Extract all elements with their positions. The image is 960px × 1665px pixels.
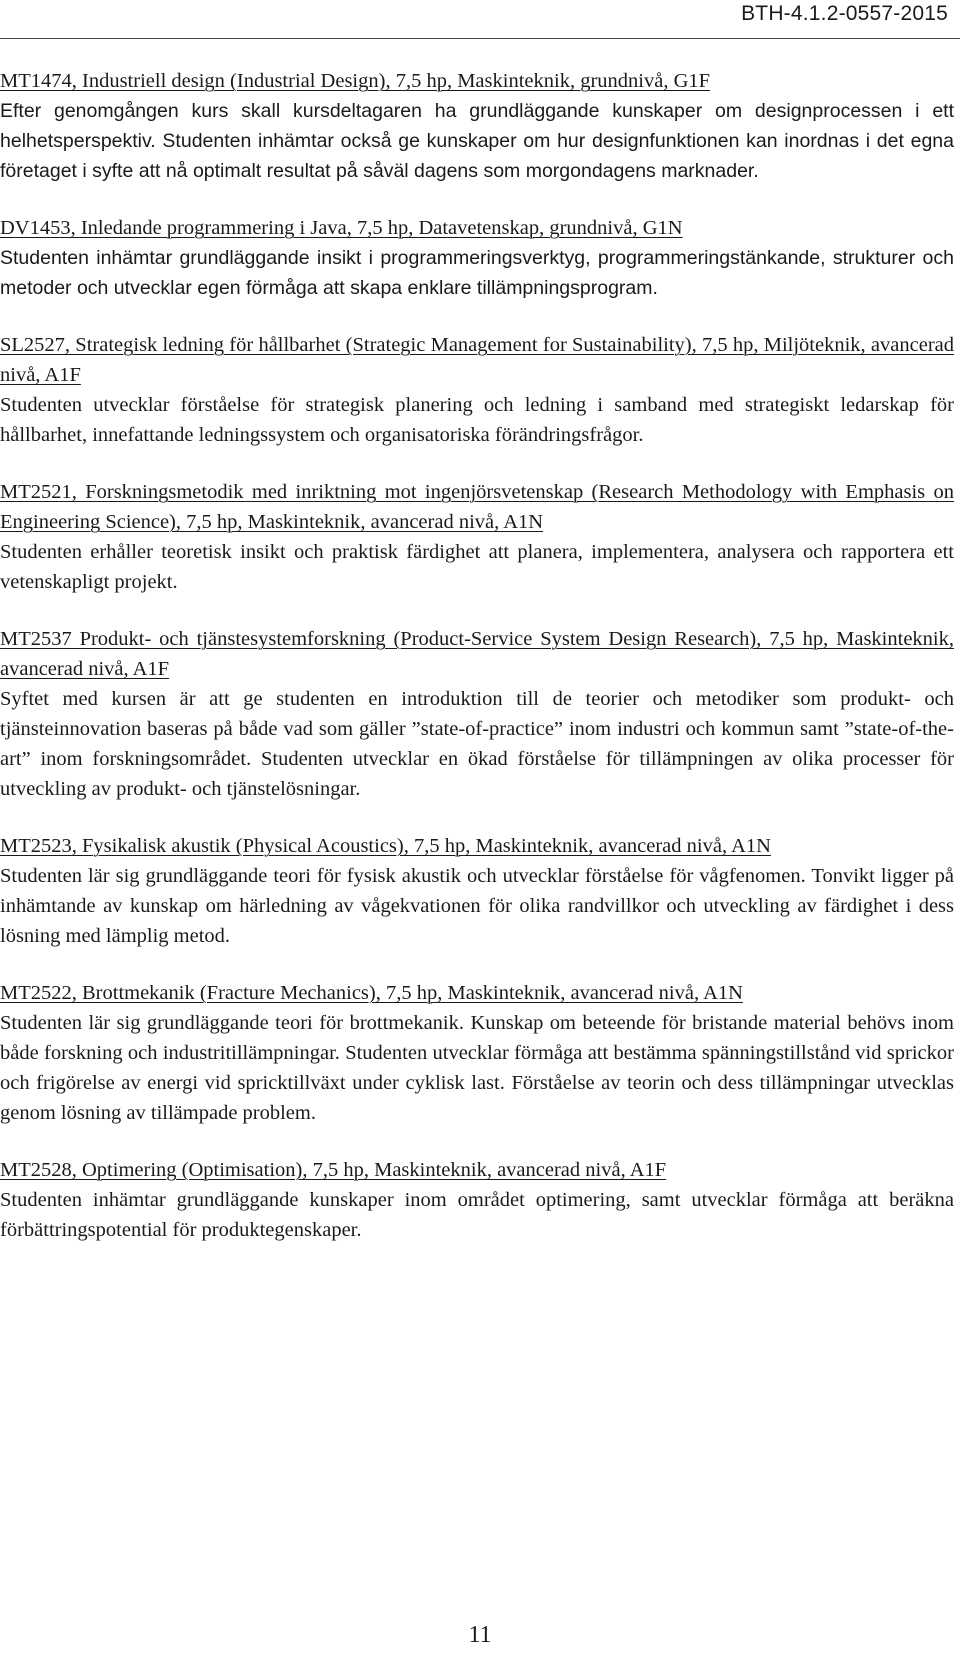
header-divider bbox=[0, 38, 960, 39]
course-description: Studenten inhämtar grundläggande kunskaper inom området optimering, samt utvecklar förmåga att beräkna förbättringspotential för produktegenskaper. bbox=[0, 1189, 954, 1241]
course-description: Studenten erhåller teoretisk insikt och praktisk färdighet att planera, implementera, analysera och rapportera ett vetenskapligt projekt. bbox=[0, 541, 954, 593]
course-title: MT2522, Brottmekanik (Fracture Mechanics), 7,5 hp, Maskinteknik, avancerad nivå, A1N bbox=[0, 982, 743, 1004]
course-entry bbox=[0, 978, 954, 1128]
course-entry bbox=[0, 213, 954, 303]
page-number: 11 bbox=[468, 1622, 492, 1648]
course-entry bbox=[0, 831, 954, 951]
course-description: Efter genomgången kurs skall kursdeltagaren ha grundläggande kunskaper om designprocessen i ett helhetsperspektiv. Studenten inhämtar också ge kunskaper om hur designfunktionen kan inordnas i det egna företaget i syfte att nå optimalt resultat på såväl dagens som morgondagens marknader. bbox=[0, 100, 954, 182]
course-list bbox=[0, 66, 954, 1272]
course-title: DV1453, Inledande programmering i Java, 7,5 hp, Datavetenskap, grundnivå, G1N bbox=[0, 217, 683, 239]
document-id: BTH-4.1.2-0557-2015 bbox=[741, 2, 948, 25]
course-description: Studenten lär sig grundläggande teori för fysisk akustik och utvecklar förståelse för vågfenomen. Tonvikt ligger på inhämtande av kunskap om härledning av vågekvationen för olika randvillkor och utveckling av färdighet i dess lösning med lämplig metod. bbox=[0, 865, 954, 947]
course-title: SL2527, Strategisk ledning för hållbarhet (Strategic Management for Sustainability), 7,5 hp, Miljöteknik, avancerad nivå, A1F bbox=[0, 334, 954, 386]
course-entry bbox=[0, 477, 954, 597]
course-entry bbox=[0, 66, 954, 186]
course-entry bbox=[0, 624, 954, 804]
course-title: MT2528, Optimering (Optimisation), 7,5 hp, Maskinteknik, avancerad nivå, A1F bbox=[0, 1159, 667, 1181]
course-description: Studenten lär sig grundläggande teori för brottmekanik. Kunskap om beteende för bristande material behövs inom både forskning och industritillämpningar. Studenten utvecklar förmåga att bestämma spänningstillstånd vid sprickor och frigörelse av energi vid spricktillväxt under cyklisk last. Förståelse av teorin och dess tillämpningar utvecklas genom lösning av tillämpade problem. bbox=[0, 1012, 954, 1124]
course-description: Studenten inhämtar grundläggande insikt i programmeringsverktyg, programmeringstänkande, strukturer och metoder och utvecklar egen förmåga att skapa enklare tillämpningsprogram. bbox=[0, 247, 954, 299]
course-title: MT1474, Industriell design (Industrial Design), 7,5 hp, Maskinteknik, grundnivå, G1F bbox=[0, 70, 711, 92]
course-title: MT2537 Produkt- och tjänstesystemforskning (Product-Service System Design Research), 7,5 hp, Maskinteknik, avancerad nivå, A1F bbox=[0, 628, 954, 680]
course-entry bbox=[0, 1155, 954, 1245]
course-description: Studenten utvecklar förståelse för strategisk planering och ledning i samband med strategiskt ledarskap för hållbarhet, innefattande ledningssystem och organisatoriska förändringsfrågor. bbox=[0, 394, 954, 446]
course-title: MT2523, Fysikalisk akustik (Physical Acoustics), 7,5 hp, Maskinteknik, avancerad nivå, A1N bbox=[0, 835, 771, 857]
course-title: MT2521, Forskningsmetodik med inriktning mot ingenjörsvetenskap (Research Methodology with Emphasis on Engineering Science), 7,5 hp, Maskinteknik, avancerad nivå, A1N bbox=[0, 481, 954, 533]
course-description: Syftet med kursen är att ge studenten en introduktion till de teorier och metodiker som produkt- och tjänsteinnovation baseras på både vad som gäller ”state-of-practice” inom industri och kommun samt ”state-of-the-art” inom forskningsområdet. Studenten utvecklar en ökad förståelse för tillämpningen av olika processer för utveckling av produkt- och tjänstelösningar. bbox=[0, 688, 954, 800]
course-entry bbox=[0, 330, 954, 450]
